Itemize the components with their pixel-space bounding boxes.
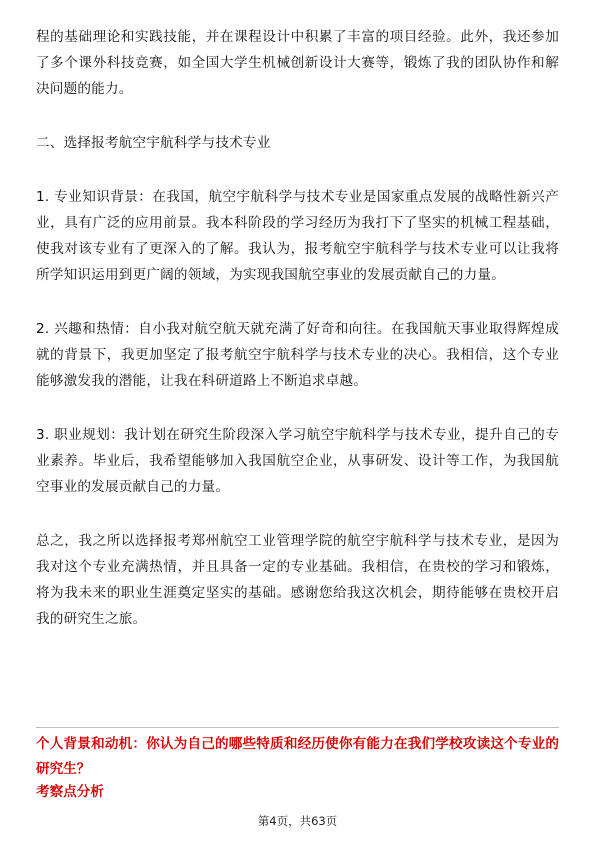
section-heading: 二、选择报考航空宇航科学与技术专业 [36, 135, 271, 151]
paragraph-interest: 2. 兴趣和热情：自小我对航空航天就充满了好奇和向往。在我国航天事业取得辉煌成就的背景下，我更加坚定了报考航空宇航科学与技术专业的决心。我相信，这个专业能够激发我的潜能，让我在科研道路上不断追求卓越。 [36, 321, 559, 389]
analysis-heading: 考察点分析 [36, 784, 104, 800]
paragraph-career-plan: 3. 职业规划：我计划在研究生阶段深入学习航空宇航科学与技术专业，提升自己的专业素养。毕业后，我希望能够加入我国航空企业，从事研发、设计等工作，为我国航空事业的发展贡献自己的力量。 [36, 427, 559, 495]
page-number: 第4页，共63页 [257, 814, 338, 828]
body-text [36, 24, 559, 632]
paragraph-knowledge-background: 1. 专业知识背景：在我国，航空宇航科学与技术专业是国家重点发展的战略性新兴产业，具有广泛的应用前景。我本科阶段的学习经历为我打下了坚实的机械工程基础，使我对该专业有了更深入的了解。我认为，报考航空宇航科学与技术专业可以让我将所学知识运用到更广阔的领域，为实现我国航空事业的发展贡献自己的力量。 [36, 189, 559, 283]
divider [36, 727, 559, 728]
paragraph-conclusion: 总之，我之所以选择报考郑州航空工业管理学院的航空宇航科学与技术专业，是因为我对这个专业充满热情，并且具备一定的专业基础。我相信，在贵校的学习和锻炼，将为我未来的职业生涯奠定坚实的基础。感谢您给我这次机会，期待能够在贵校开启我的研究生之旅。 [36, 533, 559, 627]
paragraph-continuation: 程的基础理论和实践技能，并在课程设计中积累了丰富的项目经验。此外，我还参加了多个课外科技竞赛，如全国大学生机械创新设计大赛等，锻炼了我的团队协作和解决问题的能力。 [36, 29, 559, 97]
interview-question: 个人背景和动机：你认为自己的哪些特质和经历使你有能力在我们学校攻读这个专业的研究生？ [36, 736, 559, 777]
